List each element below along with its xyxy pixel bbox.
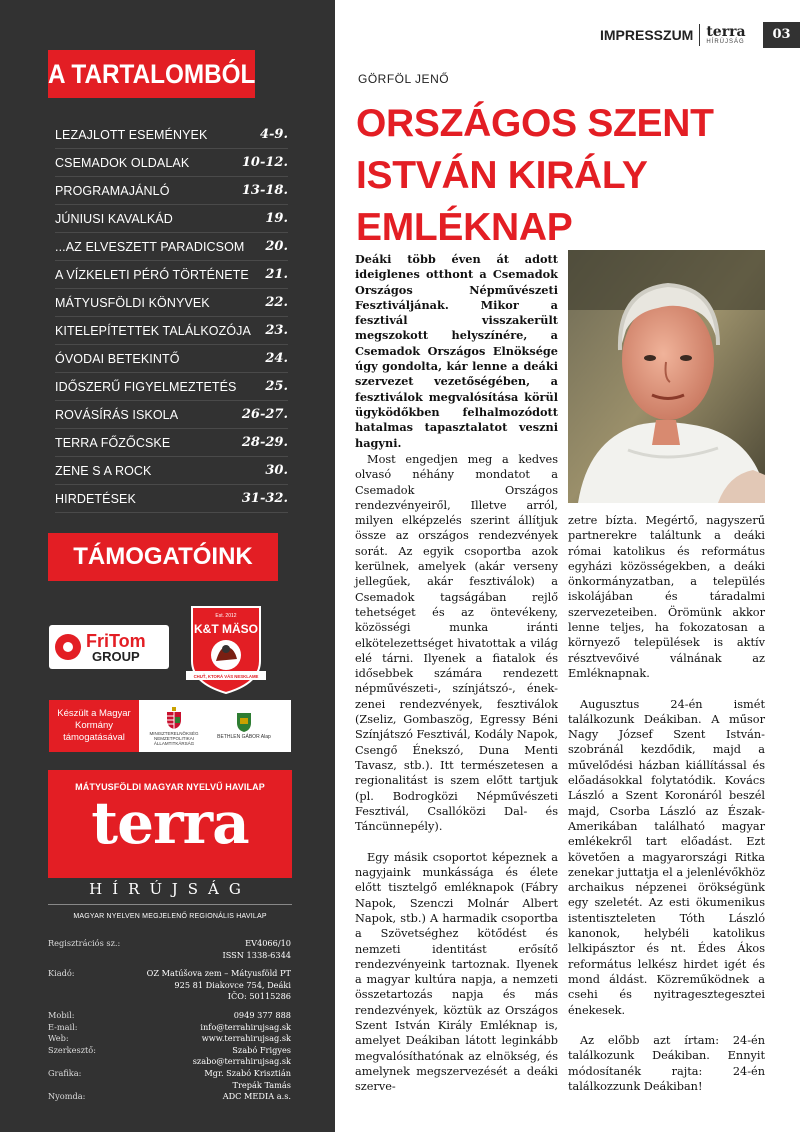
body-paragraph: Az előbb azt írtam: 24-én találkozunk Deákiban. Ennyit módosítanék rajta: 24-én találkozzunk Deákiban! <box>568 1034 765 1093</box>
toc-item-pages: 28-29. <box>241 435 288 450</box>
imprint-label: Mobil: <box>48 1009 75 1020</box>
imprint-label: E-mail: <box>48 1021 78 1032</box>
article-photo <box>568 250 765 503</box>
fritom-name: FriTom <box>86 630 146 651</box>
toc-item-pages: 10-12. <box>241 155 288 170</box>
toc-item-label: ÓVODAI BETEKINTŐ <box>55 351 180 366</box>
imprint-value: Mgr. Szabó Krisztián <box>204 1067 291 1078</box>
imprint-row <box>48 1033 291 1045</box>
imprint-row <box>48 991 291 1003</box>
toc-item-label: IDŐSZERŰ FIGYELMEZTETÉS <box>55 379 237 394</box>
toc-item-label: PROGRAMAJÁNLÓ <box>55 183 170 198</box>
imprint-value: ADC MEDIA a.s. <box>222 1091 291 1102</box>
imprint-value: 925 81 Diakovce 754, Deáki <box>174 979 291 990</box>
bethlen-text: BETHLEN GÁBOR Alap <box>217 734 271 740</box>
terra-logo <box>48 770 292 878</box>
imprint-row <box>48 968 291 980</box>
toc-item-label: TERRA FŐZŐCSKE <box>55 435 171 450</box>
portrait-photo-icon <box>568 250 765 503</box>
header-logo-sub: HÍRÚJSÁG <box>706 39 745 45</box>
imprint-label: Nyomda: <box>48 1091 86 1102</box>
ktmaso-badge-icon <box>180 603 272 695</box>
imprint-label: Grafika: <box>48 1067 82 1078</box>
sidebar <box>0 0 335 1132</box>
terra-logo-subtitle: MÁTYUSFÖLDI MAGYAR NYELVŰ HAVILAP <box>75 782 265 792</box>
imprint-row <box>48 1068 291 1080</box>
toc-item[interactable] <box>55 429 288 457</box>
toc-item-pages: 31-32. <box>241 491 288 506</box>
body-paragraph: zetre bízta. Megértő, nagyszerű partnerekre találtunk a deáki római katolikus és református egyházi közösségekben, a deáki önkormányzatban, a település iskolájában és táradalmi szervezeteiben. Örömünk akkor lenne teljes, ha fokozatosan a környező települések is aktív résztvevőivé válnának az Emléknapnak. <box>568 514 765 680</box>
toc-item-label: ...AZ ELVESZETT PARADICSOM <box>55 239 245 254</box>
article-title: ORSZÁGOS SZENT ISTVÁN KIRÁLY EMLÉKNAP <box>356 102 714 249</box>
imprint-row <box>48 938 291 950</box>
imprint-label: Web: <box>48 1033 69 1044</box>
toc-item[interactable] <box>55 289 288 317</box>
hungarian-crest-icon <box>165 707 183 729</box>
ktmaso-logo[interactable] <box>180 603 272 695</box>
section-name: IMPRESSZUM <box>600 27 694 43</box>
toc-item-label: A VÍZKELETI PÉRÓ TÖRTÉNETE <box>55 267 249 282</box>
imprint-row <box>48 1056 291 1068</box>
imprint-web[interactable]: www.terrahirujsag.sk <box>201 1033 291 1044</box>
toc-item-pages: 30. <box>265 463 288 478</box>
gov-support-text: Készült a Magyar Kormány támogatásával <box>49 700 139 752</box>
lead-paragraph: Deáki több éven át adott ideiglenes otthont a Csemadok Országos Népművészeti Fesztiváljának. Mikor a fesztivál visszakerült megszokott helyszínére, a Csemadok Országos Elnöksége úgy gondolta, kár lenne a deáki szervezet vezetőségében, a fesztiválok megvalósítása körül ügyködőkben felhalmozódott hatalmas tapasztalatot veszni hagyni. <box>355 252 558 450</box>
toc-item-label: KITELEPÍTETTEK TALÁLKOZÓJA <box>55 323 251 338</box>
toc-item-label: LEZAJLOTT ESEMÉNYEK <box>55 127 208 142</box>
toc-item-label: JÚNIUSI KAVALKÁD <box>55 211 173 226</box>
imprint-row <box>48 1022 291 1034</box>
gov-ministry-text: MINISZTERELNÖKSÉG NEMZETPOLITIKAI ÁLLAMTITKÁRSÁG <box>149 730 199 746</box>
terra-logo-word: terra <box>91 789 249 857</box>
divider <box>48 904 292 905</box>
toc-item-pages: 13-18. <box>241 183 288 198</box>
bethlen-shield-icon <box>236 712 252 732</box>
imprint-row <box>48 1045 291 1057</box>
imprint-value: Szabó Frigyes <box>232 1044 291 1055</box>
toc-item[interactable] <box>55 149 288 177</box>
imprint-value: 0949 377 888 <box>233 1009 291 1020</box>
imprint-value: IČO: 50115286 <box>227 991 291 1002</box>
toc-item-pages: 21. <box>265 267 288 282</box>
toc-item-pages: 25. <box>265 379 288 394</box>
fritom-sub: GROUP <box>92 648 140 664</box>
toc-item-label: HIRDETÉSEK <box>55 491 136 506</box>
article-column-2 <box>568 513 765 1110</box>
imprint-value: EV4066/10 <box>245 938 291 948</box>
article-lead <box>355 252 558 466</box>
imprint-label: Szerkesztő: <box>48 1044 96 1055</box>
toc-item[interactable] <box>55 317 288 345</box>
toc-item[interactable] <box>55 177 288 205</box>
header-divider <box>699 24 700 46</box>
fritom-mark-icon <box>55 634 81 660</box>
regional-tagline: MAGYAR NYELVEN MEGJELENŐ REGIONÁLIS HAVILAP <box>73 913 267 920</box>
toc-item[interactable] <box>55 373 288 401</box>
header-logo <box>706 25 745 45</box>
toc-item-pages: 24. <box>265 351 288 366</box>
toc-item-pages: 22. <box>265 295 288 310</box>
imprint-row <box>48 950 291 962</box>
terra-hirujsag: HÍRÚJSÁG <box>89 880 251 898</box>
imprint-value: OZ Matúšova zem – Mátyusföld PT <box>146 968 291 979</box>
toc-item-label: ROVÁSÍRÁS ISKOLA <box>55 407 179 422</box>
imprint-value: ISSN 1338-6344 <box>222 949 291 960</box>
page-number: 03 <box>763 22 800 48</box>
header-logo-word: terra <box>706 24 746 40</box>
imprint-value: Trepák Tamás <box>232 1079 291 1090</box>
toc-item[interactable] <box>55 345 288 373</box>
imprint-row <box>48 1010 291 1022</box>
fritom-logo[interactable] <box>49 625 169 669</box>
ktmaso-motto: CHUŤ, KTORÁ VÁS NESKLAME <box>193 674 259 679</box>
toc-item[interactable] <box>55 485 288 513</box>
toc-item[interactable] <box>55 205 288 233</box>
imprint-label: Regisztrációs sz.: <box>48 938 121 948</box>
ktmaso-name: K&T MÄSO <box>194 622 258 636</box>
imprint-label: Kiadó: <box>48 968 75 979</box>
toc-item-label: ZENE S A ROCK <box>55 463 152 478</box>
toc-item[interactable] <box>55 233 288 261</box>
toc-item-pages: 26-27. <box>241 407 288 422</box>
toc-item-label: MÁTYUSFÖLDI KÖNYVEK <box>55 295 210 310</box>
body-paragraph: Most engedjen meg a kedves olvasó néhány mondatot a Csemadok Országos rendezvényeiről, Illetve arról, milyen elképzelés szerint állítjuk össze az országos rendezvények sorát. Az egyik csoportba azok kerülnek, amelyek (akár verseny jellegűek, akár fesztiválok) a Csemadok tagságában rejlő tehetséget és az öntevékeny, közösségi munka iránti elkötelezettséget hivatottak a világ elé tárni. Ilyenek a fiatalok és idősebbek számára rendezett népművészeti-, színjátszó-, ének-zenei rendezvények, fesztiválok (Zseliz, Gombaszög, Egressy Béni Színjátszó Fesztivál, Kodály Napok, Csengő Énekszó, Duna Menti Tavasz, stb.). Itt természetesen a regionalitást is szem előtt tartjuk (pl. Bodrogközi Népművészeti Fesztivál, Csallóközi Dal- és Táncünnepély). <box>355 453 558 834</box>
ktmaso-est: Est. 2012 <box>215 613 237 619</box>
imprint <box>48 938 291 1103</box>
imprint-row <box>48 1091 291 1103</box>
body-paragraph: Egy másik csoportot képeznek a nagyjaink munkássága és élete előtt tisztelgő emléknapok (Fábry Napok, Szenczi Molnár Albert Napok, stb.) A harmadik csoportba a Szövetséghez kötődést és nemzeti identitást erősítő rendezvényeink tartoznak. Ilyenek a magyar kultúra napja, a nemzeti összetartozás napja és más rendezvények, köztük az Országos Szent István Király Emléknap is, amelyet Deákiban látott leginkább megvalósíthatónak az elnökség, és amelynek megszervezését a deáki szerve- <box>355 850 558 1094</box>
imprint-row <box>48 1080 291 1092</box>
toc-title: A TARTALOMBÓL <box>48 50 255 98</box>
sponsors-title: TÁMOGATÓINK <box>48 533 278 581</box>
body-paragraph: Augusztus 24-én ismét találkozunk Deákiban. A műsor Nagy József Szent István-szobránál kezdődik, majd a művelődési házban kiállítással és előadásokkal folytatódik. Kovács László a Szent Koronáról beszél majd, Csorba László az Észak-Amerikában található magyar emlékekről tart előadást. Ezt követően a magyarországi Ritka zenekar juttatja el a jelenlévőkhöz archaikus népzenei örökségünk egy szeletét. Az esti ökumenikus istentiszteleten Tóth László kanonok, helybéli katolikus lelkipásztor és nt. Édes Ákos református lelkész hirdet igét és mond áldást. Közreműködnek a csehi és nyitragesztegesztei énekesek. <box>568 697 765 1017</box>
table-of-contents <box>55 121 288 513</box>
toc-item[interactable] <box>55 457 288 485</box>
imprint-email[interactable]: szabo@terrahirujsag.sk <box>192 1056 291 1067</box>
toc-item-pages: 20. <box>265 239 288 254</box>
toc-item[interactable] <box>55 261 288 289</box>
toc-item-pages: 23. <box>265 323 288 338</box>
article-column-1 <box>355 452 558 1110</box>
toc-item-pages: 19. <box>265 211 288 226</box>
imprint-email[interactable]: info@terrahirujsag.sk <box>200 1021 291 1032</box>
imprint-row <box>48 980 291 992</box>
toc-item[interactable] <box>55 401 288 429</box>
government-support-banner <box>49 700 291 752</box>
toc-item-label: CSEMADOK OLDALAK <box>55 155 190 170</box>
article-author: GÖRFÖL JENŐ <box>358 72 450 86</box>
toc-item[interactable] <box>55 121 288 149</box>
toc-item-pages: 4-9. <box>259 127 288 142</box>
